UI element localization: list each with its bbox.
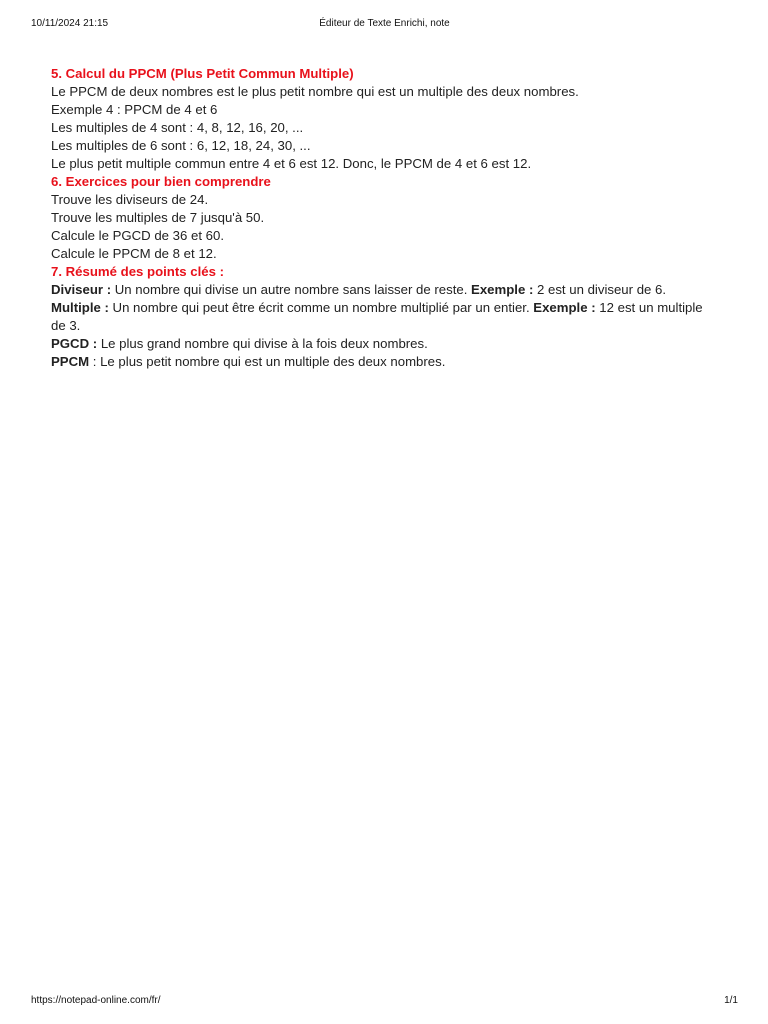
print-url: https://notepad-online.com/fr/: [31, 995, 161, 1006]
term-label: PPCM: [51, 354, 90, 369]
term-label: PGCD :: [51, 336, 98, 351]
definition-text: Un nombre qui divise un autre nombre sans laisser de reste.: [111, 282, 472, 297]
section-5-heading: 5. Calcul du PPCM (Plus Petit Commun Multiple): [51, 66, 354, 81]
example-label: Exemple :: [471, 282, 534, 297]
text-line: Le PPCM de deux nombres est le plus petit nombre qui est un multiple des deux nombres.: [51, 84, 579, 99]
print-title: Éditeur de Texte Enrichi, note: [319, 18, 450, 29]
print-header: [31, 17, 738, 31]
definition-text: Le plus grand nombre qui divise à la fois deux nombres.: [97, 336, 428, 351]
text-line: Exemple 4 : PPCM de 4 et 6: [51, 102, 218, 117]
definition-text: Un nombre qui peut être écrit comme un nombre multiplié par un entier.: [108, 300, 534, 315]
example-text: 2 est un diviseur de 6.: [533, 282, 667, 297]
summary-pgcd: [51, 335, 716, 353]
print-datetime: 10/11/2024 21:15: [31, 18, 109, 29]
print-footer: [31, 994, 738, 1008]
text-line: Le plus petit multiple commun entre 4 et 6 est 12. Donc, le PPCM de 4 et 6 est 12.: [51, 156, 532, 171]
term-label: Diviseur :: [51, 282, 112, 297]
exercise-line: Calcule le PPCM de 8 et 12.: [51, 246, 217, 261]
section-6-heading: 6. Exercices pour bien comprendre: [51, 174, 271, 189]
text-line: Les multiples de 4 sont : 4, 8, 12, 16, 20, ...: [51, 120, 304, 135]
summary-diviseur: [51, 281, 716, 299]
summary-ppcm: [51, 353, 716, 371]
page-number: 1/1: [724, 995, 738, 1006]
text-line: Les multiples de 6 sont : 6, 12, 18, 24, 30, ...: [51, 138, 311, 153]
exercise-line: Trouve les multiples de 7 jusqu'à 50.: [51, 210, 265, 225]
section-7-heading: 7. Résumé des points clés :: [51, 264, 224, 279]
exercise-line: Calcule le PGCD de 36 et 60.: [51, 228, 224, 243]
term-label: Multiple :: [51, 300, 109, 315]
note-content: [51, 65, 716, 371]
summary-multiple: [51, 299, 716, 335]
example-label: Exemple :: [533, 300, 596, 315]
example-text: 12 est un multiple de 3.: [51, 300, 703, 333]
exercise-line: Trouve les diviseurs de 24.: [51, 192, 209, 207]
definition-text: : Le plus petit nombre qui est un multiple des deux nombres.: [89, 354, 446, 369]
